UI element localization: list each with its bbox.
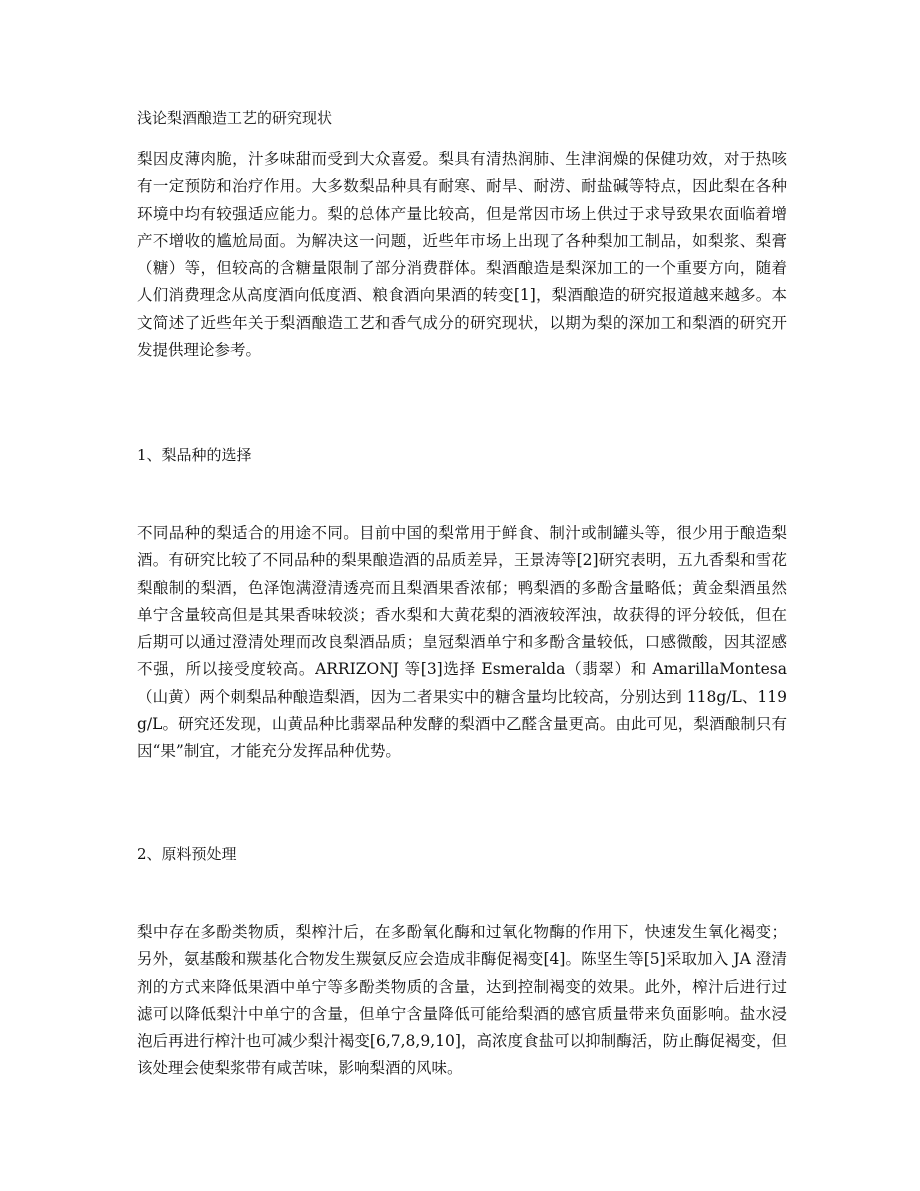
section-body-variety-selection: 不同品种的梨适合的用途不同。目前中国的梨常用于鲜食、制汁或制罐头等，很少用于酿造梨酒。有研究比较了不同品种的梨果酿造酒的品质差异，王景涛等[2]研究表明，五九香梨和雪花梨酿制的梨酒，色泽饱满澄清透亮而且梨酒果香浓郁；鸭梨酒的多酚含量略低；黄金梨酒虽然单宁含量较高但是其果香味较淡；香水梨和大黄花梨的酒液较浑浊，故获得的评分较低，但在后期可以通过澄清处理而改良梨酒品质；皇冠梨酒单宁和多酚含量较低，口感微酸，因其涩感不强，所以接受度较高。ARRIZONJ 等[3]选择 Esmeralda（翡翠）和 AmarillaMontesa（山黄）两个刺梨品种酿造梨酒，因为二者果实中的糖含量均比较高，分别达到 118g/L、119g/L。研究还发现，山黄品种比翡翠品种发酵的梨酒中乙醛含量更高。由此可见，梨酒酿制只有因“果”制宜，才能充分发挥品种优势。 [137,524,787,761]
intro-paragraph: 梨因皮薄肉脆，汁多味甜而受到大众喜爱。梨具有清热润肺、生津润燥的保健功效，对于热咳有一定预防和治疗作用。大多数梨品种具有耐寒、耐旱、耐涝、耐盐碱等特点，因此梨在各种环境中均有较强适应能力。梨的总体产量比较高，但是常因市场上供过于求导致果农面临着增产不增收的尴尬局面。为解决这一问题，近些年市场上出现了各种梨加工制品，如梨浆、梨膏（糖）等，但较高的含糖量限制了部分消费群体。梨酒酿造是梨深加工的一个重要方向，随着人们消费理念从高度酒向低度酒、粮食酒向果酒的转变[1]，梨酒酿造的研究报道越来越多。本文简述了近些年关于梨酒酿造工艺和香气成分的研究现状，以期为梨的深加工和梨酒的研究开发提供理论参考。 [137,150,787,360]
document-title: 浅论梨酒酿造工艺的研究现状 [137,109,333,127]
section-heading-variety-selection: 1、梨品种的选择 [137,446,252,464]
section-body-pretreatment: 梨中存在多酚类物质，梨榨汁后，在多酚氧化酶和过氧化物酶的作用下，快速发生氧化褐变；另外，氨基酸和羰基化合物发生羰氨反应会造成非酶促褐变[4]。陈坚生等[5]采取加入 JA 澄清剂的方式来降低果酒中单宁等多酚类物质的含量，达到控制褐变的效果。此外，榨汁后进行过滤可以降低梨汁中单宁的含量，但单宁含量降低可能给梨酒的感官质量带来负面影响。盐水浸泡后再进行榨汁也可减少梨汁褐变[6,7,8,9,10]，高浓度食盐可以抑制酶活，防止酶促褐变，但该处理会使梨浆带有咸苦味，影响梨酒的风味。 [137,923,787,1078]
section-heading-pretreatment: 2、原料预处理 [137,845,237,863]
